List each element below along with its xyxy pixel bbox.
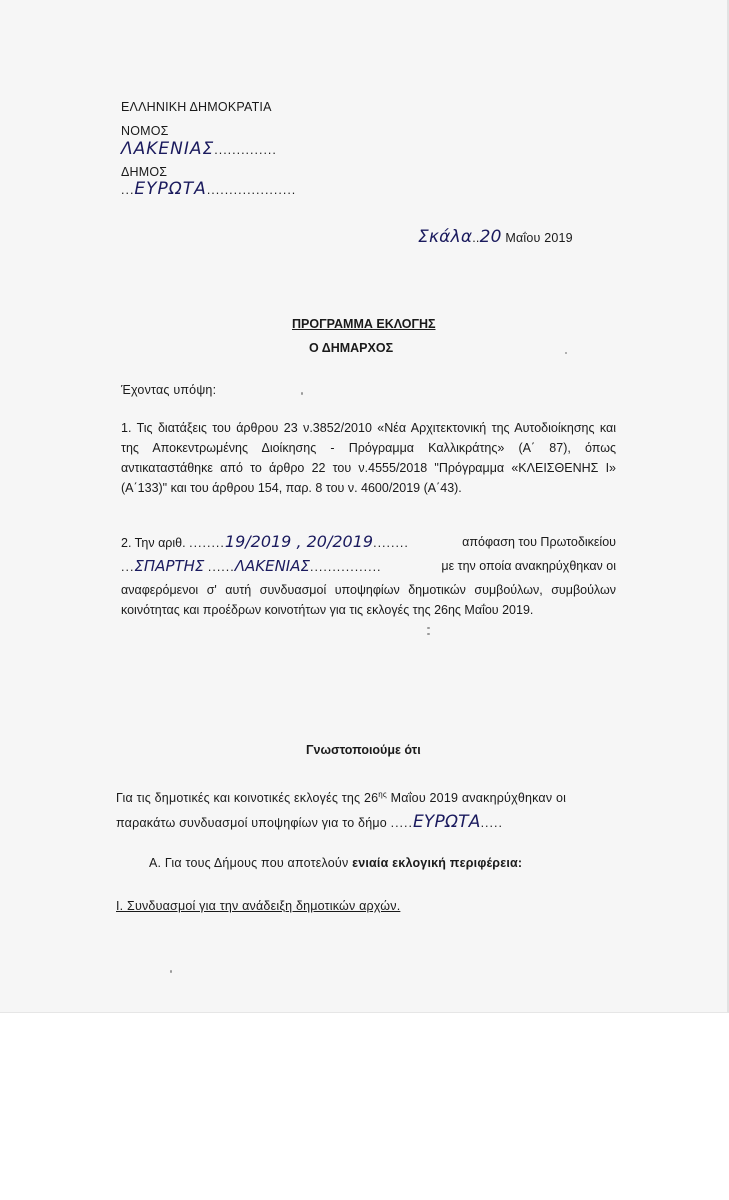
municipality-lead-dots: ... xyxy=(121,183,135,197)
announce-heading: Γνωστοποιούμε ότι xyxy=(306,743,421,757)
prefecture-field xyxy=(121,139,277,159)
date-month-year: Μαΐου 2019 xyxy=(505,231,573,245)
document-title: ΠΡΟΓΡΑΜΜΑ ΕΚΛΟΓΗΣ xyxy=(292,317,436,331)
municipality-field xyxy=(121,179,296,199)
announce-p1-start: Για τις δημοτικές και κοινοτικές εκλογές της 26 xyxy=(116,791,379,806)
prefecture-label: ΝΟΜΟΣ xyxy=(121,124,169,138)
court-prefecture-handwritten: ΛΑΚΕΝΙΑΣ xyxy=(234,557,310,575)
item-2-line-2 xyxy=(121,556,616,577)
republic-label: ΕΛΛΗΝΙΚΗ ΔΗΜΟΚΡΑΤΙΑ xyxy=(121,100,272,114)
item-2-after: απόφαση του Πρωτοδικείου xyxy=(462,535,616,549)
considering-label: Έχοντας υπόψη: xyxy=(121,383,217,397)
section-a-bold: ενιαία εκλογική περιφέρεια: xyxy=(352,856,523,870)
prefecture-handwritten: ΛΑΚΕΝΙΑΣ xyxy=(121,139,215,159)
scan-speck xyxy=(427,627,430,629)
document-subtitle: Ο ΔΗΜΑΡΧΟΣ xyxy=(309,341,394,355)
date-line xyxy=(418,227,573,247)
item-2-dots-b: ........ xyxy=(373,536,409,550)
announce-p2-dots-b: ..... xyxy=(480,816,503,830)
item-2-line-3: αναφερόμενοι σ' αυτή συνδυασμοί υποψηφίων δημοτικών συμβούλων, συμβούλων κοινότητας και προέδρων κοινοτήτων για τις εκλογές της 26ης Μαΐου 2019. xyxy=(121,583,616,617)
date-dots: .. xyxy=(472,231,480,245)
scan-speck xyxy=(427,633,430,635)
scan-speck xyxy=(170,970,172,973)
municipality-handwritten: ΕΥΡΩΤΑ xyxy=(134,179,207,199)
date-place-handwritten: Σκάλα xyxy=(418,227,473,247)
decision-number-handwritten: 19/2019 , 20/2019 xyxy=(224,532,374,551)
section-a xyxy=(149,856,522,870)
section-i: Ι. Συνδυασμοί για την ανάδειξη δημοτικών αρχών. xyxy=(116,899,401,913)
item-1-paragraph: 1. Τις διατάξεις του άρθρου 23 ν.3852/2010 «Νέα Αρχιτεκτονική της Αυτοδιοίκησης και της Αποκεντρωμένης Διοίκησης - Πρόγραμμα Καλλικράτης» (Α΄ 87), όπως αντικαταστάθηκε από το άρθρο 22 του ν.4555/2018 "Πρόγραμμα «ΚΛΕΙΣΘΕΝΗΣ Ι» (Α΄133)" και του άρθρου 154, παρ. 8 του ν. 4600/2019 (Α΄43). xyxy=(121,421,616,495)
item-2-start: 2. Την αριθ. xyxy=(121,536,186,550)
announce-p1-end: Μαΐου 2019 ανακηρύχθηκαν οι xyxy=(386,791,567,806)
item-2-line-2-rest: με την οποία ανακηρύχθηκαν οι xyxy=(441,559,616,573)
announce-p1-sup: ης xyxy=(378,790,387,799)
announce-p2 xyxy=(116,812,503,832)
scan-speck xyxy=(301,392,303,395)
item-2-dots-d: ...... xyxy=(207,560,235,574)
prefecture-dots: .............. xyxy=(214,143,277,157)
item-2-dots-c: ... xyxy=(121,560,135,574)
announce-p2-start: παρακάτω συνδυασμοί υποψηφίων για το δήμο xyxy=(116,816,387,830)
item-2-line-1 xyxy=(121,532,616,553)
municipality-name-handwritten: ΕΥΡΩΤΑ xyxy=(412,812,481,832)
announce-p1 xyxy=(116,790,614,805)
court-city-handwritten: ΣΠΑΡΤΗΣ xyxy=(134,557,205,575)
date-day-handwritten: 20 xyxy=(479,227,502,247)
municipality-label: ΔΗΜΟΣ xyxy=(121,165,168,179)
item-2-dots-a: ........ xyxy=(189,536,225,550)
item-2-dots-e: ................ xyxy=(309,560,382,574)
section-a-text: Α. Για τους Δήμους που αποτελούν xyxy=(149,856,353,870)
scan-speck xyxy=(565,352,567,354)
municipality-dots: .................... xyxy=(206,183,297,197)
announce-p2-dots-a: ..... xyxy=(390,816,413,830)
